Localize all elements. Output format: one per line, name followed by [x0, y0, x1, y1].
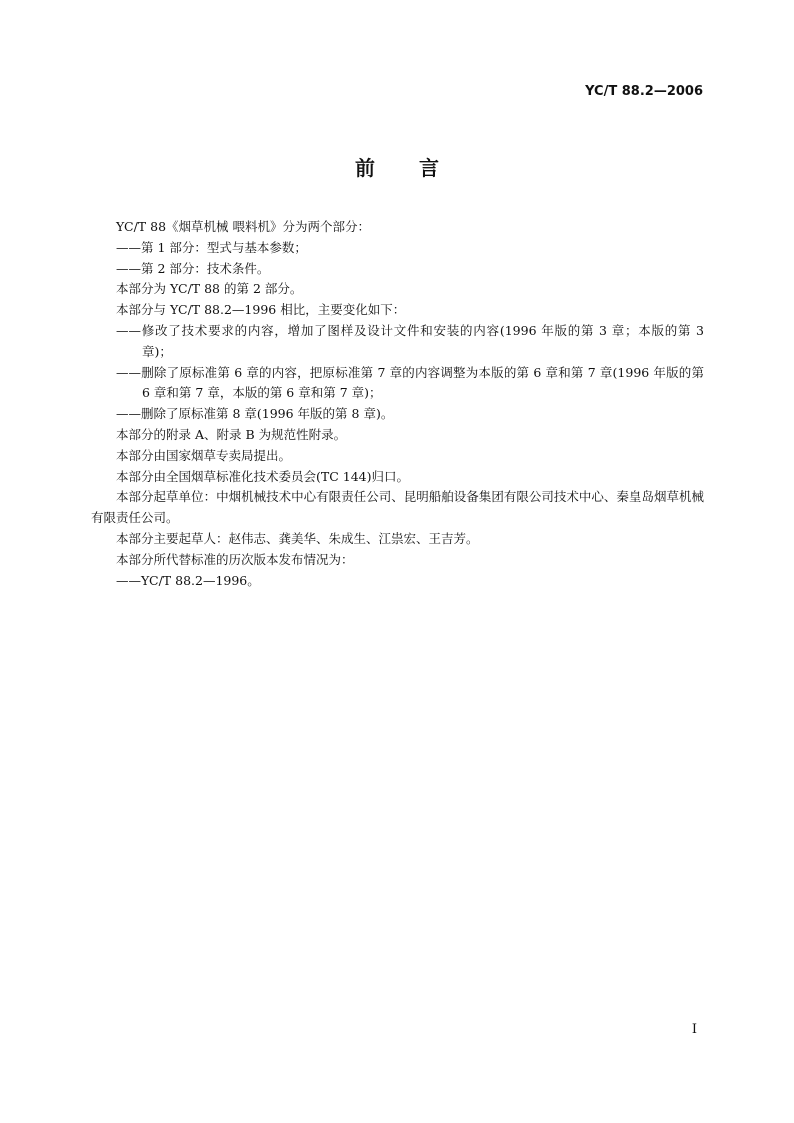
- foreword-body: [91, 217, 704, 591]
- paragraph-drafters: 本部分主要起草人：赵伟志、龚美华、朱成生、江祟宏、王吉芳。: [116, 530, 479, 546]
- page-title: [0, 152, 794, 181]
- list-item-change-1: ——修改了技术要求的内容，增加了图样及设计文件和安装的内容(1996 年版的第 3 章；本版的第 3 章)；: [116, 322, 704, 359]
- list-item-part-1: ——第 1 部分：型式与基本参数；: [116, 239, 307, 255]
- paragraph-previous-editions: 本部分所代替标准的历次版本发布情况为：: [116, 551, 354, 567]
- page-title-char-1: 前: [355, 156, 375, 180]
- paragraph-this-part: 本部分为 YC/T 88 的第 2 部分。: [116, 281, 303, 297]
- list-item-change-2: ——删除了原标准第 6 章的内容，把原标准第 7 章的内容调整为本版的第 6 章和第 7 章(1996 年版的第 6 章和第 7 章，本版的第 6 章和第 7 章)；: [116, 364, 704, 401]
- paragraph-annexes: 本部分的附录 A、附录 B 为规范性附录。: [116, 426, 347, 442]
- paragraph-drafting-units: 本部分起草单位：中烟机械技术中心有限责任公司、昆明船舶设备集团有限公司技术中心、秦皇岛烟草机械有限责任公司。: [91, 489, 704, 526]
- page-title-char-2: 言: [419, 156, 439, 180]
- list-item-change-3: ——删除了原标准第 8 章(1996 年版的第 8 章)。: [116, 406, 394, 422]
- list-item-previous-edition: ——YC/T 88.2—1996。: [116, 572, 260, 588]
- paragraph-technical-committee: 本部分由全国烟草标准化技术委员会(TC 144)归口。: [116, 468, 409, 484]
- document-code: YC/T 88.2—2006: [585, 84, 703, 99]
- paragraph-proposed-by: 本部分由国家烟草专卖局提出。: [116, 447, 292, 463]
- list-item-part-2: ——第 2 部分：技术条件。: [116, 260, 270, 276]
- paragraph-parts-intro: YC/T 88《烟草机械 喂料机》分为两个部分：: [116, 219, 370, 234]
- paragraph-changes-intro: 本部分与 YC/T 88.2—1996 相比，主要变化如下：: [116, 302, 406, 318]
- page-number: I: [691, 1022, 697, 1037]
